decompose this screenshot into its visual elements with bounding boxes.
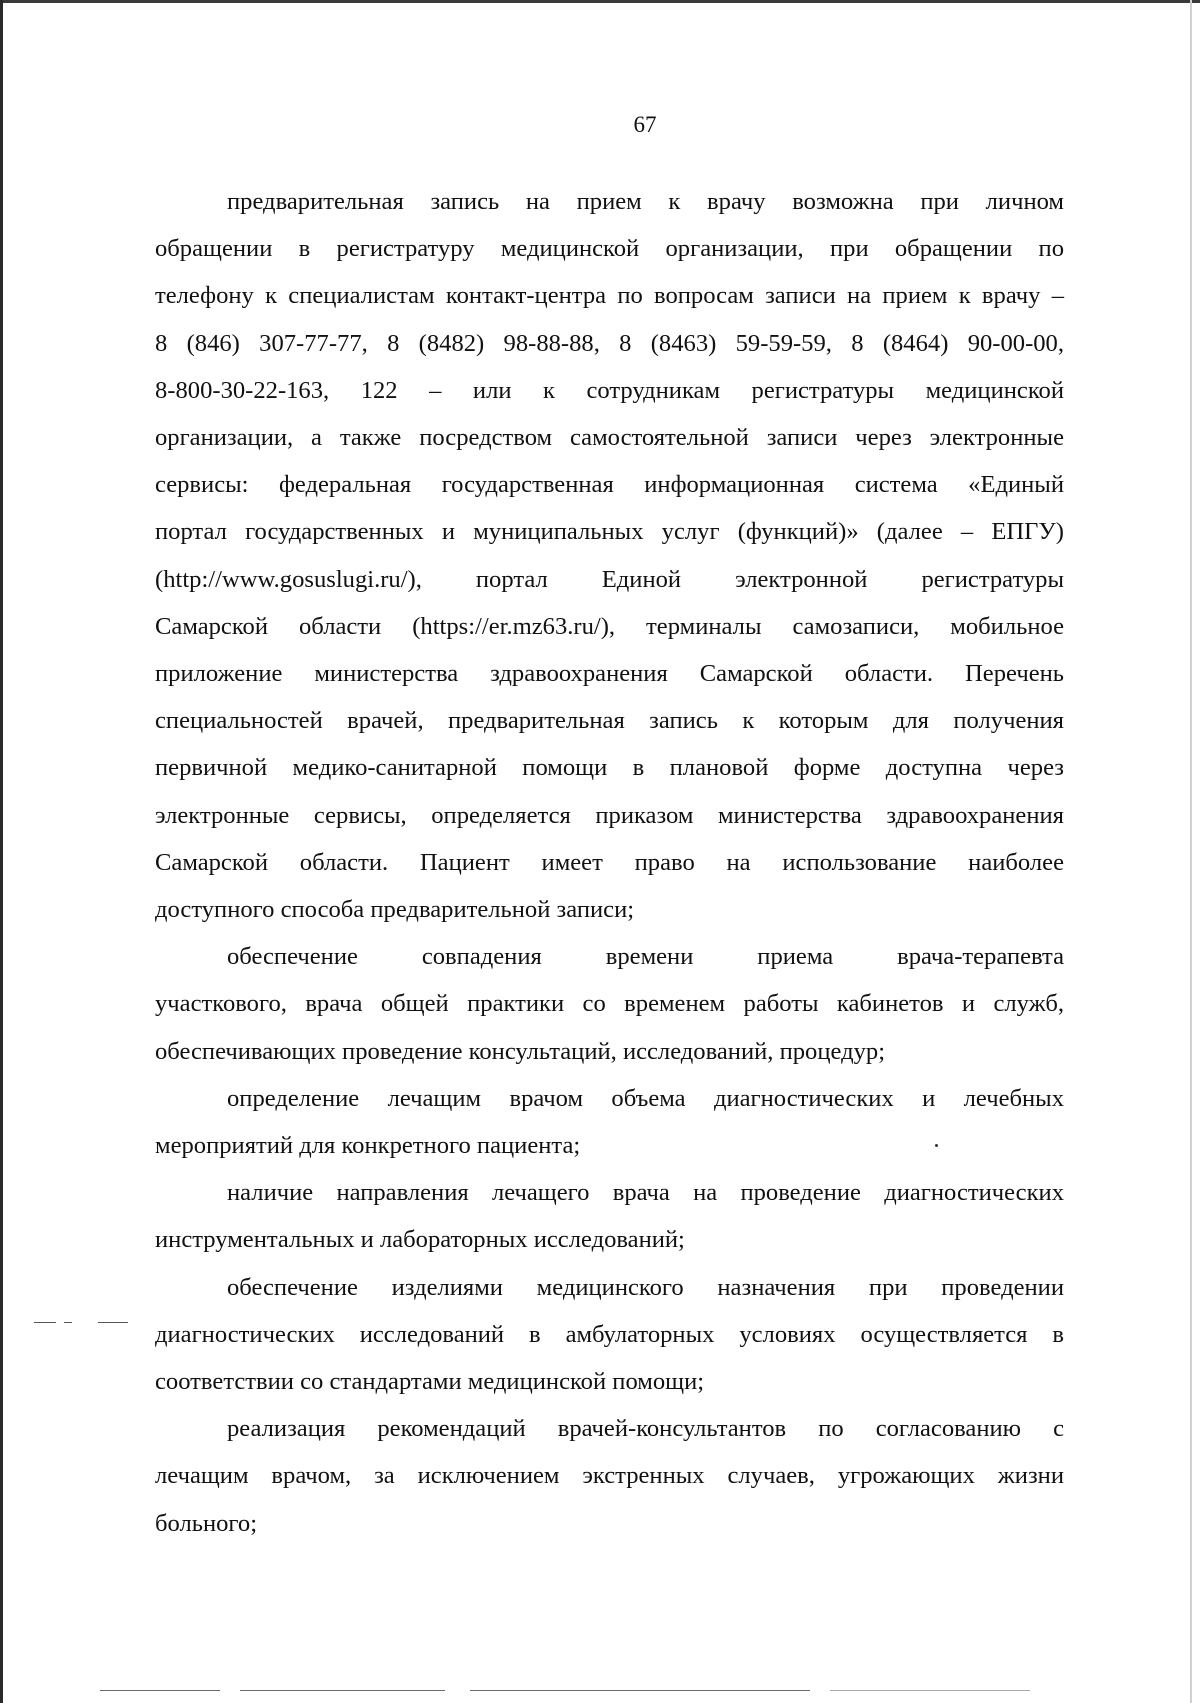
- text-line: обеспечение изделиями медицинского назначения при проведении: [227, 1273, 1064, 1301]
- footer-rule-segment: [830, 1690, 1030, 1691]
- text-line: доступного способа предварительной записи;: [155, 896, 635, 924]
- text-line: первичной медико-санитарной помощи в плановой форме доступна через: [155, 754, 1064, 782]
- text-line: диагностических исследований в амбулаторных условиях осуществляется в: [155, 1320, 1064, 1348]
- text-line: участкового, врача общей практики со временем работы кабинетов и служб,: [155, 990, 1064, 1018]
- scan-artifact: [935, 1144, 938, 1147]
- text-line: приложение министерства здравоохранения Самарской области. Перечень: [155, 660, 1064, 688]
- text-line: организации, а также посредством самостоятельной записи через электронные: [155, 424, 1064, 452]
- text-line: телефону к специалистам контакт-центра по вопросам записи на прием к врачу –: [155, 282, 1064, 310]
- scan-artifact: [98, 1322, 128, 1323]
- text-line: Самарской области. Пациент имеет право на использование наиболее: [155, 848, 1064, 876]
- text-line: 8-800-30-22-163, 122 – или к сотрудникам регистратуры медицинской: [155, 376, 1064, 404]
- text-line: предварительная запись на прием к врачу возможна при личном: [227, 188, 1064, 215]
- text-line: электронные сервисы, определяется приказом министерства здравоохранения: [155, 801, 1064, 829]
- text-line: 8 (846) 307-77-77, 8 (8482) 98-88-88, 8 (8463) 59-59-59, 8 (8464) 90-00-00,: [155, 329, 1064, 357]
- text-line: специальностей врачей, предварительная запись к которым для получения: [155, 707, 1064, 735]
- text-line: инструментальных и лабораторных исследований;: [155, 1226, 685, 1254]
- text-line: сервисы: федеральная государственная информационная система «Единый: [155, 471, 1064, 499]
- scan-edge-right: [1190, 0, 1192, 1703]
- text-line: обращении в регистратуру медицинской организации, при обращении по: [155, 235, 1064, 263]
- page-number: 67: [633, 112, 657, 137]
- text-line: Самарской области (https://er.mz63.ru/), терминалы самозаписи, мобильное: [155, 612, 1064, 640]
- text-line: определение лечащим врачом объема диагностических и лечебных: [227, 1084, 1064, 1112]
- footer-rule-segment: [100, 1690, 220, 1691]
- scan-artifact: [34, 1322, 56, 1323]
- scan-artifact: [64, 1322, 72, 1323]
- document-body: [155, 178, 1064, 1547]
- text-line: соответствии со стандартами медицинской помощи;: [155, 1368, 705, 1396]
- text-line: обеспечение совпадения времени приема врача-терапевта: [227, 943, 1064, 971]
- text-line: обеспечивающих проведение консультаций, исследований, процедур;: [155, 1037, 886, 1065]
- scan-edge-left: [0, 0, 3, 1703]
- text-line: наличие направления лечащего врача на проведение диагностических: [227, 1179, 1064, 1207]
- text-line: портал государственных и муниципальных услуг (функций)» (далее – ЕПГУ): [155, 518, 1064, 546]
- text-line: больного;: [155, 1509, 258, 1537]
- text-line: реализация рекомендаций врачей-консультантов по согласованию с: [227, 1415, 1064, 1443]
- scan-edge-top: [0, 0, 1200, 3]
- text-line: (http://www.gosuslugi.ru/), портал Единой электронной регистратуры: [155, 565, 1064, 593]
- text-line: мероприятий для конкретного пациента;: [155, 1132, 581, 1160]
- footer-rule-segment: [470, 1690, 810, 1691]
- footer-rule-segment: [240, 1690, 445, 1691]
- text-line: лечащим врачом, за исключением экстренных случаев, угрожающих жизни: [155, 1462, 1064, 1490]
